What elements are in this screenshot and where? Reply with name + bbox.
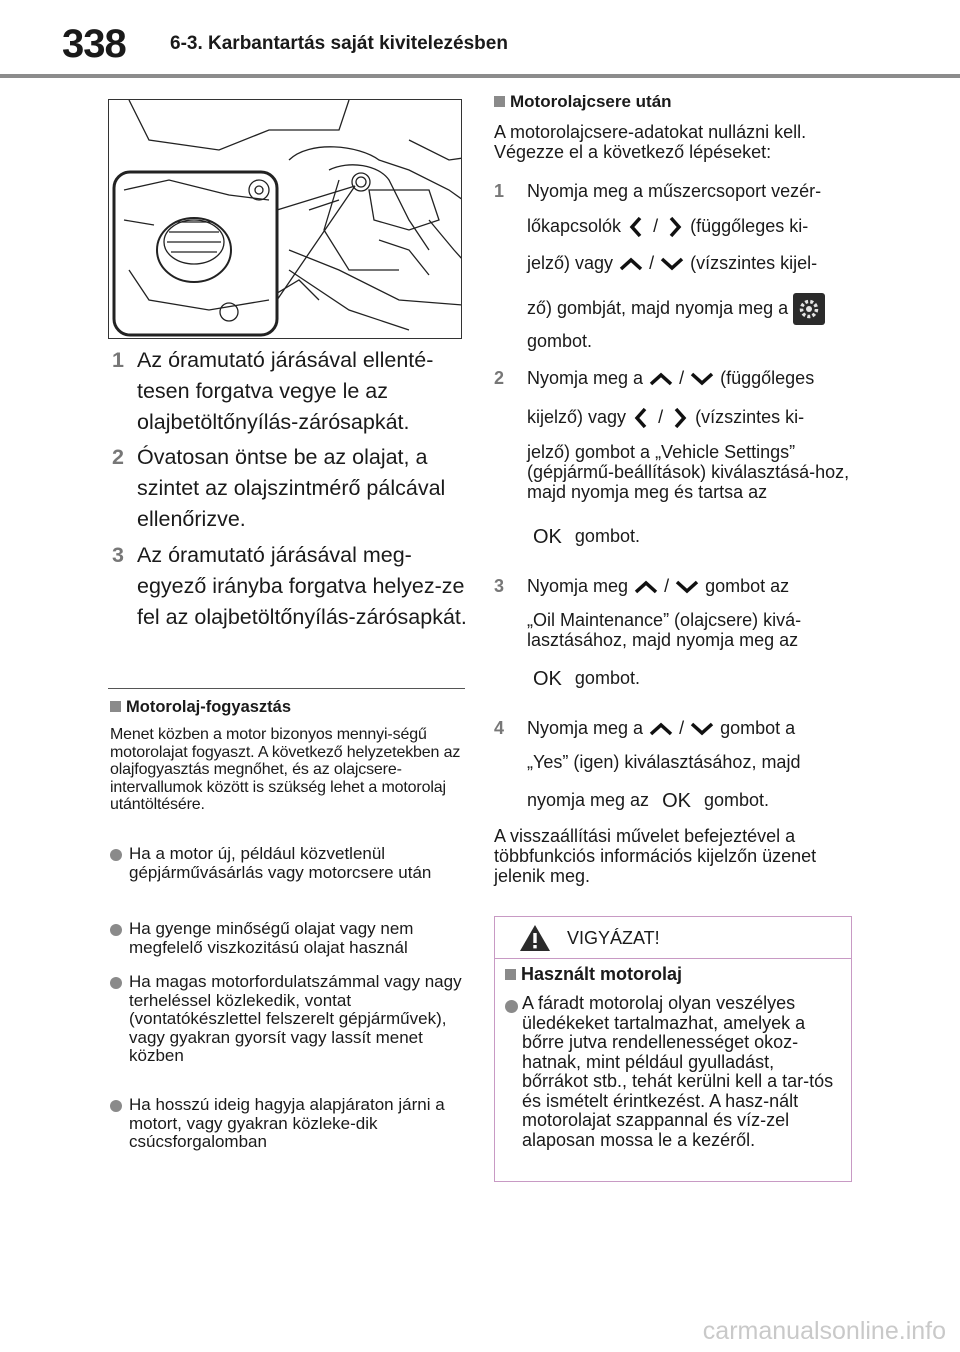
chevron-up-icon: [633, 578, 659, 596]
chevron-up-icon: [648, 370, 674, 388]
chevron-right-icon: [668, 406, 690, 430]
consumption-bullet: Ha magas motorfordulatszámmal vagy nagy terheléssel közlekedik, vontat (vontatókészlettel felszerelt gépjárművek), vagy gyakran gyorsít vagy lassít menet közben: [129, 972, 462, 1065]
consumption-bullet: Ha gyenge minőségű olajat vagy nem megfelelő viszkozitású olajat használ: [129, 919, 414, 957]
bullet-icon: [505, 1000, 518, 1013]
step-line: jelző) gombot a „Vehicle Settings” (gépjármű-beállítások) kiválasztásá-hoz, majd nyomja meg és tartsa az: [527, 442, 850, 502]
chevron-left-icon: [626, 215, 648, 239]
reset-step-1: [527, 181, 857, 351]
chapter-title: 6-3. Karbantartás saját kivitelezésben: [170, 33, 508, 54]
chevron-up-icon: [618, 255, 644, 273]
bullet-icon: [110, 977, 122, 989]
consumption-intro: Menet közben a motor bizonyos mennyi-ségű motorolajat fogyaszt. A következő helyzetekben az olajfogyasztás megnőhet, és az olajcsere-intervallumok között is szükség lehet a motorolaj utántöltésére.: [110, 726, 461, 813]
step-number: 4: [494, 718, 505, 738]
section-divider: [108, 688, 465, 689]
oil-filler-cap-illustration: [108, 99, 462, 339]
warning-triangle-icon: [519, 923, 551, 953]
bullet-icon: [110, 849, 122, 861]
step-line: „Yes” (igen) kiválasztásához, majd: [527, 752, 801, 772]
reset-intro: A motorolajcsere-adatokat nullázni kell. Végezze el a következő lépéseket:: [494, 122, 807, 162]
step-number: 3: [112, 543, 124, 567]
step-number: 2: [112, 445, 124, 469]
step-line: gombot.: [527, 331, 593, 351]
step-line: Nyomja meg a / (függőleges: [527, 368, 815, 388]
chevron-down-icon: [689, 370, 715, 388]
step-line: ző) gombját, majd nyomja meg a: [527, 293, 857, 331]
reset-outro: A visszaállítási művelet befejeztével a többfunkciós információs kijelzőn üzenet jelenik meg.: [494, 826, 817, 886]
consumption-bullet: Ha hosszú ideig hagyja alapjáraton járni a motort, vagy gyakran közleke-dik csúcsforgalomban: [129, 1095, 445, 1151]
step-number: 1: [494, 181, 505, 201]
bullet-icon: [110, 924, 122, 936]
settings-gear-icon: [793, 293, 825, 325]
ok-button-icon: OK: [533, 526, 562, 549]
reset-step-4: [527, 718, 857, 811]
caution-text: A fáradt motorolaj olyan veszélyes üledékeket tartalmazhat, amelyek a bőrre jutva rendellenességet okoz-hatnak, mint például gyulladást, bőrrákot stb., tehát kerülni kell a tar-tós és ismételt érintkezést. A hasz-nált motorolajat szappannal és víz-zel alaposan mossa le a kezéről.: [522, 993, 834, 1150]
step-line: Nyomja meg a műszercsoport vezér-: [527, 181, 822, 201]
caution-header: [495, 917, 851, 959]
square-bullet-icon: [505, 969, 516, 980]
step-number: 3: [494, 576, 505, 596]
ok-button-icon: OK: [662, 790, 691, 813]
step-text: Az óramutató járásával ellenté-tesen forgatva vegye le az olajbetöltőnyílás-zárósapkát.: [137, 348, 434, 434]
step-line: Nyomja meg a / gombot a: [527, 718, 796, 738]
ok-button-icon: OK: [533, 668, 562, 691]
step-line: jelző) vagy / (vízszintes kijel-: [527, 253, 818, 273]
section-heading-consumption: Motorolaj-fogyasztás: [110, 698, 291, 717]
chevron-up-icon: [648, 720, 674, 738]
step-line: lőkapcsolók / (függőleges ki-: [527, 215, 857, 253]
step-line: OK gombot.: [533, 668, 640, 691]
section-heading-reset: Motorolajcsere után: [494, 92, 672, 112]
engine-bay-drawing: [109, 100, 462, 339]
step-line: „Oil Maintenance” (olajcsere) kivá-lasztásához, majd nyomja meg az: [527, 610, 802, 650]
chevron-down-icon: [689, 720, 715, 738]
step-line: OK gombot.: [533, 526, 640, 549]
reset-step-3: [527, 576, 857, 689]
page-number: 338: [62, 22, 126, 66]
watermark: carmanualsonline.info: [702, 1317, 946, 1345]
step-number: 2: [494, 368, 505, 388]
header-rule: [0, 74, 960, 78]
step-text: Óvatosan öntse be az olajat, a szintet az olajszintmérő pálcával ellenőrizve.: [137, 445, 446, 531]
step-line: kijelző) vagy / (vízszintes ki-: [527, 406, 857, 442]
caution-title: VIGYÁZAT!: [567, 928, 660, 948]
square-bullet-icon: [110, 701, 121, 712]
reset-step-2: [527, 368, 857, 547]
chevron-right-icon: [663, 215, 685, 239]
chevron-down-icon: [674, 578, 700, 596]
step-line: Nyomja meg / gombot az: [527, 576, 790, 596]
step-text: Az óramutató járásával meg-egyező irányba forgatva helyez-ze fel az olajbetöltőnyílás-zárósapkát.: [137, 543, 467, 629]
square-bullet-icon: [494, 96, 505, 107]
consumption-bullet: Ha a motor új, például közvetlenül gépjárművásárlás vagy motorcsere után: [129, 844, 432, 882]
step-line: nyomja meg az OK gombot.: [527, 790, 770, 813]
bullet-icon: [110, 1100, 122, 1112]
chevron-left-icon: [631, 406, 653, 430]
caution-subheading: Használt motorolaj: [505, 964, 682, 985]
step-number: 1: [112, 348, 124, 372]
caution-box: [494, 916, 852, 1182]
chevron-down-icon: [659, 255, 685, 273]
